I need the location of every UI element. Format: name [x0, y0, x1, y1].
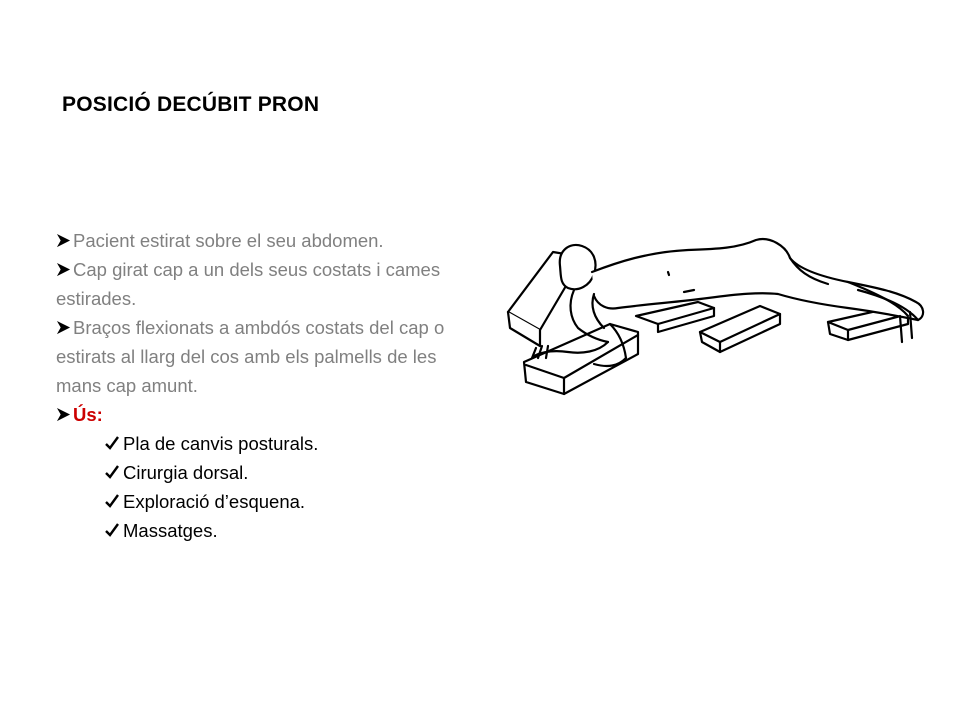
bullet-item	[56, 255, 446, 313]
uses-item-text: Pla de canvis posturals.	[123, 433, 319, 454]
slide-title: POSICIÓ DECÚBIT PRON	[62, 93, 320, 116]
checkmark-icon	[104, 435, 120, 451]
arrowhead-bullet-icon	[56, 320, 71, 335]
checkmark-icon	[104, 493, 120, 509]
uses-heading	[56, 400, 446, 429]
uses-label: Ús:	[73, 404, 103, 425]
bullet-item	[56, 313, 446, 400]
bullet-text: Pacient estirat sobre el seu abdomen.	[73, 230, 384, 251]
bullet-item	[56, 226, 446, 255]
uses-item	[104, 487, 446, 516]
checkmark-icon	[104, 522, 120, 538]
arrowhead-bullet-icon	[56, 233, 71, 248]
uses-item	[104, 516, 446, 545]
bullet-text: Braços flexionats a ambdós costats del cap o estirats al llarg del cos amb els palmells de les mans cap amunt.	[56, 317, 445, 396]
arrowhead-bullet-icon	[56, 407, 71, 422]
uses-item-text: Exploració d’esquena.	[123, 491, 306, 512]
arrowhead-bullet-icon	[56, 262, 71, 277]
uses-item	[104, 458, 446, 487]
bullet-text: Cap girat cap a un dels seus costats i cames estirades.	[56, 259, 441, 309]
uses-item-text: Cirurgia dorsal.	[123, 462, 249, 483]
checkmark-icon	[104, 464, 120, 480]
uses-item	[104, 429, 446, 458]
uses-item-text: Massatges.	[123, 520, 218, 541]
uses-list	[56, 429, 446, 545]
slide-content	[56, 226, 446, 545]
prone-position-figure-icon	[498, 232, 930, 412]
